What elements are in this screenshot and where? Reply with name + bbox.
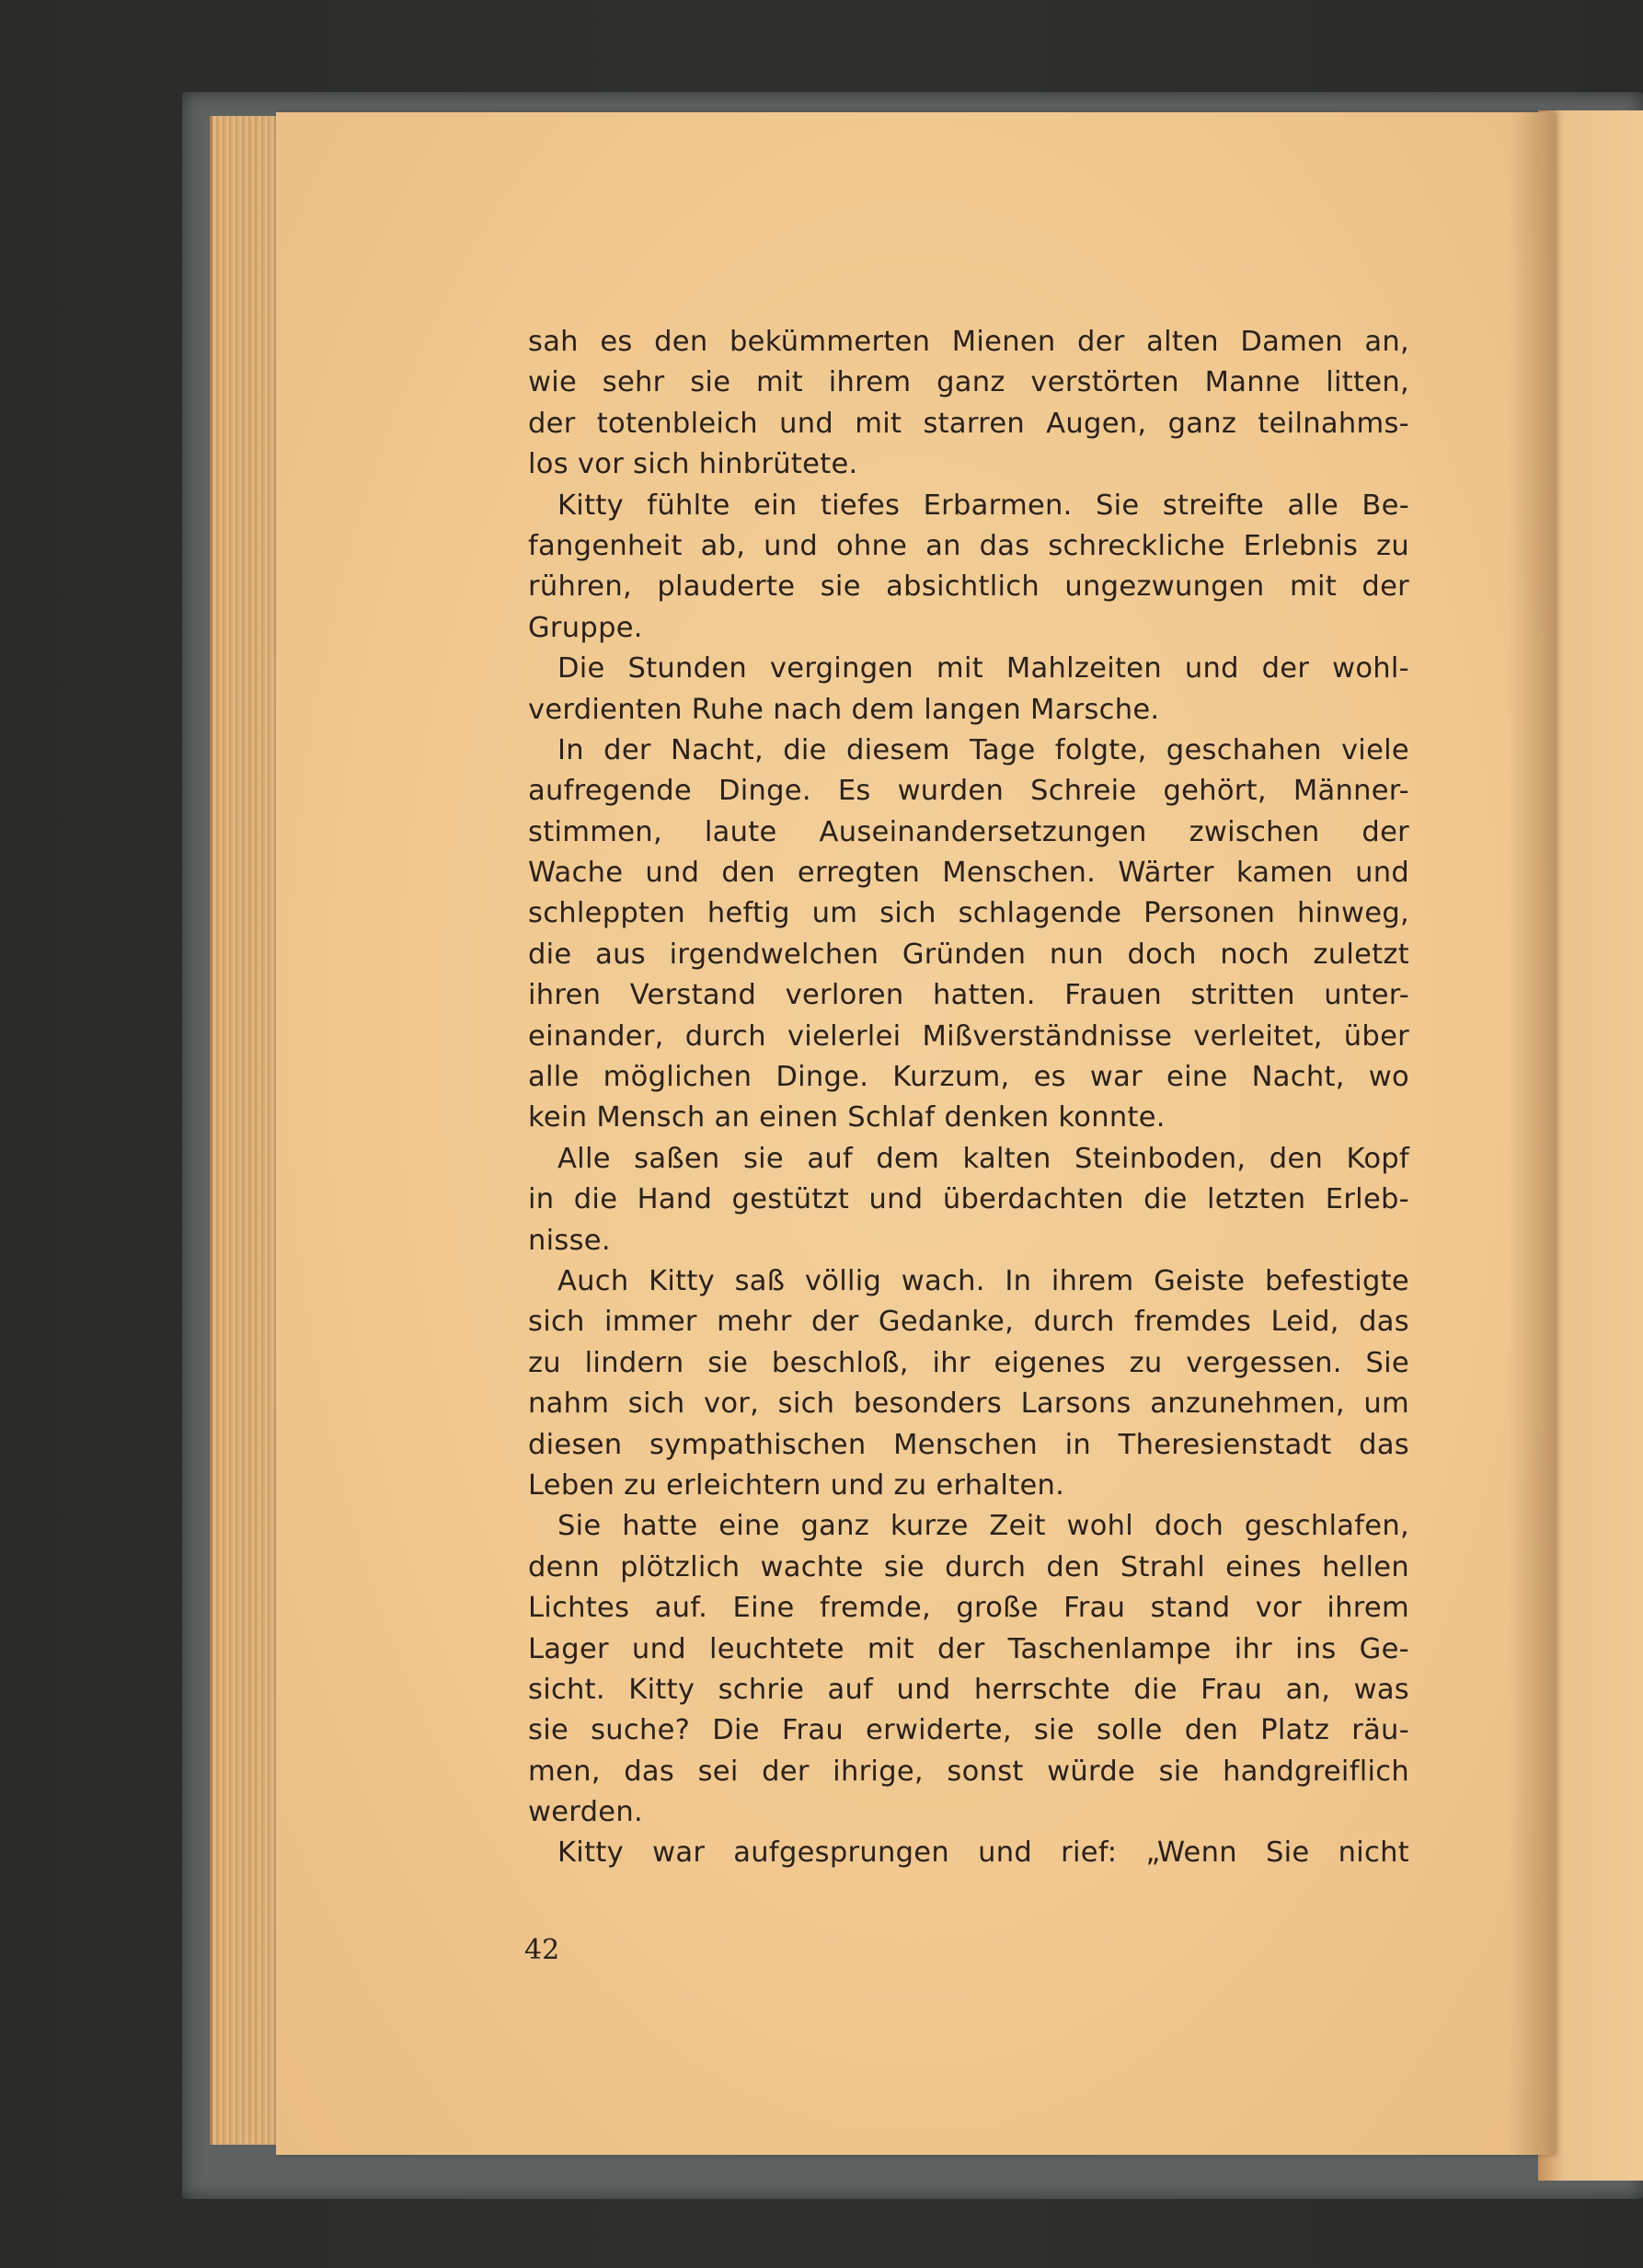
text-line: kein Mensch an einen Schlaf denken konnte. [528,1101,1166,1134]
text-line: Auch Kitty saß völlig wach. In ihrem Geiste befestigte [557,1264,1409,1297]
text-line: Leben zu erleichtern und zu erhalten. [528,1468,1065,1502]
text-line: diesen sympathischen Menschen in Theresienstadt das [528,1428,1409,1461]
text-line: men, das sei der ihrige, sonst würde sie handgreiflich [528,1755,1409,1788]
text-line: die aus irgendwelchen Gründen nun doch noch zuletzt [528,938,1409,971]
text-line: nisse. [528,1224,611,1257]
text-line: stimmen, laute Auseinandersetzungen zwischen der [528,815,1409,848]
text-line: rühren, plauderte sie absichtlich ungezwungen mit der [528,570,1409,604]
text-line: nahm sich vor, sich besonders Larsons anzunehmen, um [528,1387,1409,1421]
page-text-block [528,322,1409,1874]
text-line: los vor sich hinbrütete. [528,448,858,481]
text-line: Lichtes auf. Eine fremde, große Frau stand vor ihrem [528,1592,1409,1625]
text-line: Sie hatte eine ganz kurze Zeit wohl doch geschlafen, [557,1510,1409,1543]
text-line: Lager und leuchtete mit der Taschenlampe ihr ins Ge- [528,1632,1409,1665]
text-line: der totenbleich und mit starren Augen, ganz teilnahms- [528,407,1409,440]
text-line: Kitty fühlte ein tiefes Erbarmen. Sie streifte alle Be- [557,489,1409,522]
text-line: in die Hand gestützt und überdachten die letzten Erleb- [528,1183,1409,1216]
text-line: denn plötzlich wachte sie durch den Strahl eines hellen [528,1550,1409,1583]
text-line: Wache und den erregten Menschen. Wärter kamen und [528,857,1409,890]
text-line: zu lindern sie beschloß, ihr eigenes zu vergessen. Sie [528,1346,1409,1379]
text-line: sich immer mehr der Gedanke, durch fremdes Leid, das [528,1306,1409,1339]
text-line: Gruppe. [528,611,643,644]
text-line: schleppten heftig um sich schlagende Personen hinweg, [528,897,1409,930]
text-line: sie suche? Die Frau erwiderte, sie solle den Platz räu- [528,1714,1409,1747]
text-line: aufregende Dinge. Es wurden Schreie gehört, Männer- [528,775,1409,808]
text-line: wie sehr sie mit ihrem ganz verstörten Manne litten, [528,366,1409,399]
text-line: Kitty war aufgesprungen und rief: „Wenn Sie nicht [557,1836,1409,1870]
text-line: einander, durch vielerlei Mißverständnisse verleitet, über [528,1019,1409,1053]
page-number: 42 [524,1934,560,1966]
text-line: Alle saßen sie auf dem kalten Steinboden, den Kopf [557,1142,1409,1175]
text-line: verdienten Ruhe nach dem langen Marsche. [528,693,1160,726]
text-line: werden. [528,1796,643,1829]
text-line: ihren Verstand verloren hatten. Frauen stritten unter- [528,979,1409,1012]
text-line: Die Stunden vergingen mit Mahlzeiten und der wohl- [557,652,1409,685]
text-line: sicht. Kitty schrie auf und herrschte die Frau an, was [528,1673,1409,1706]
text-line: In der Nacht, die diesem Tage folgte, geschahen viele [557,733,1409,766]
text-line: sah es den bekümmerten Mienen der alten Damen an, [528,326,1409,358]
text-line: fangenheit ab, und ohne an das schreckliche Erlebnis zu [528,529,1409,562]
gutter-shadow [1509,112,1555,2155]
text-line: alle möglichen Dinge. Kurzum, es war eine Nacht, wo [528,1061,1409,1094]
